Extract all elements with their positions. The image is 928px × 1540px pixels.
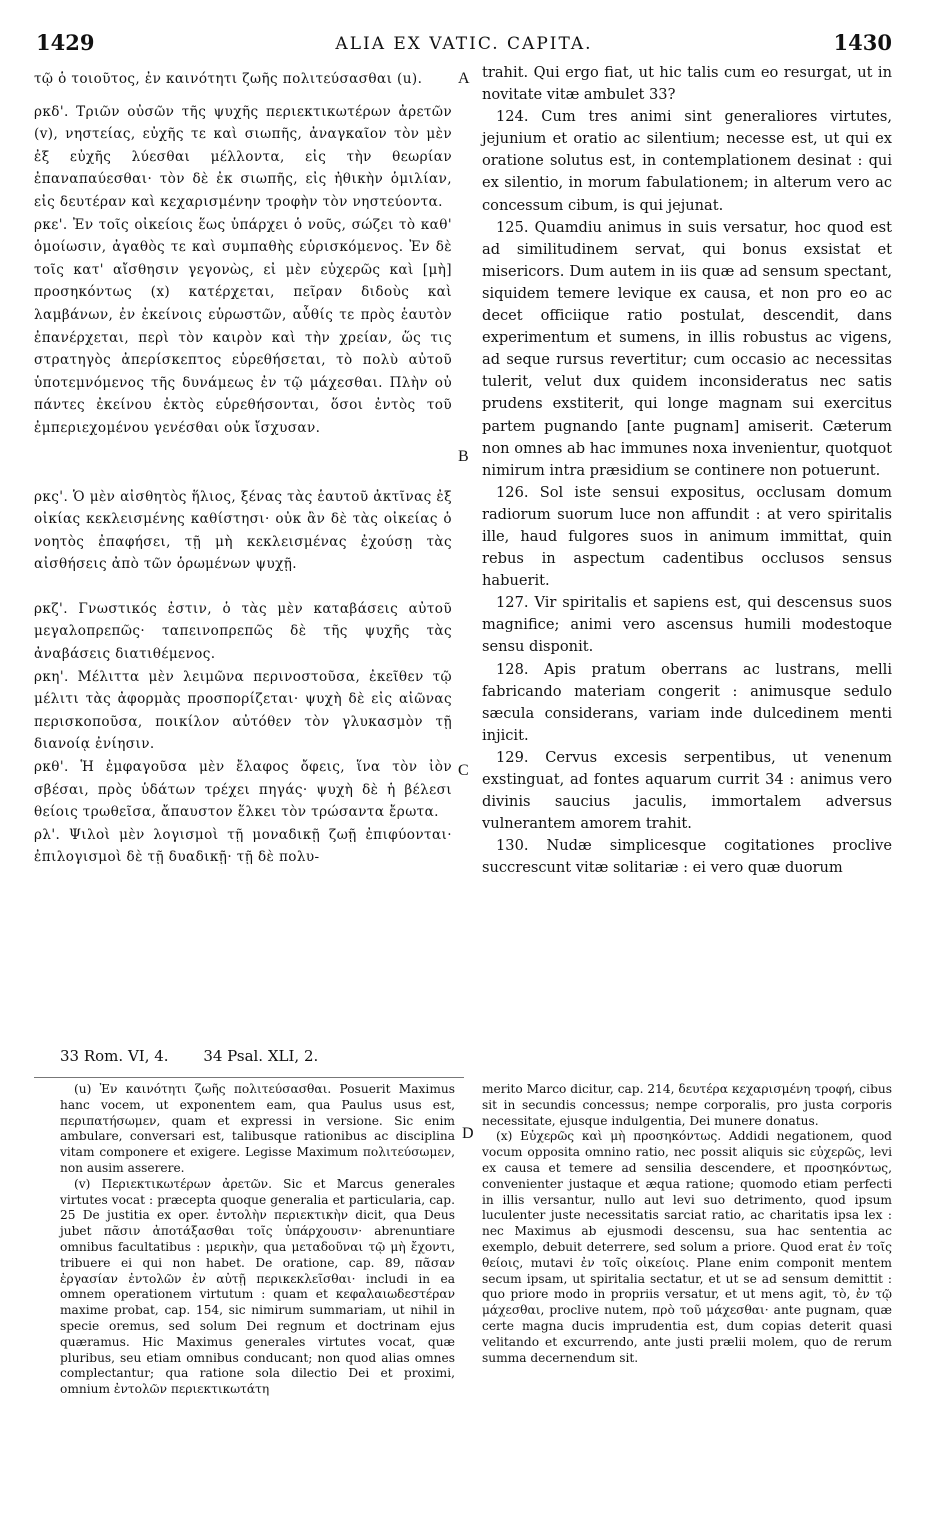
note-paragraph: merito Marco dicitur, cap. 214, δευτέρα κεχαρισμένη τροφή, cibus sit in secundis concessus; nempe corporalis, pro justa corporis necessitate, ejusque indulgentia, Dei munere donatus.	[482, 1082, 892, 1128]
latin-column	[482, 62, 892, 879]
divider-rule	[34, 1077, 464, 1078]
greek-paragraph: ρκθ'. Ἡ ἐμφαγοῦσα μὲν ἔλαφος ὄφεις, ἵνα τὸν ἰὸν σβέσαι, πρὸς ὑδάτων τρέχει πηγάς· ψυχὴ δὲ ἡ βέλεσι θείοις τρωθεῖσα, ἄπαυστον ἕλκει τὸν τρώσαντα ἔρωτα.	[34, 759, 452, 821]
latin-paragraph: 125. Quamdiu animus in suis versatur, hoc quod est ad similitudinem servat, qui bonus exsistat et misericors. Dum autem in iis quæ ad sensum spectant, siquidem temere levique ex causa, et non pro eo ac decet officiique ratio postulat, descendit, dans experimentum et sumens, in illis robustus ac vigens, ad seque rursus revertitur; cum occasio ac necessitas tulerit, velut dux quidem inconsideratus nec satis prudens exstiterit, qui longe magnam sui exercitus partem pugnando [ante pugnam] amiserit. Cæterum non omnes ab hac immunes noxa invenientur, quotquot nimirum intra præsidium se continere non potuerunt.	[482, 218, 893, 479]
greek-paragraph: ρκδ'. Τριῶν οὐσῶν τῆς ψυχῆς περιεκτικωτέρων ἀρετῶν (v), νηστείας, εὐχῆς τε καὶ σιωπῆς, ἀναγκαῖον τὸν μὲν ἐξ εὐχῆς λύεσθαι μέλλοντα, εἰς τὴν θεωρίαν ἐπαναπαύεσθαι· τὸν δὲ ἐκ σιωπῆς, εἰς ἠθικὴν ὁμιλίαν, εἰς δευτέραν καὶ κεχαρισμένην τροφὴν τὸν νηστεύοντα.	[34, 103, 452, 210]
greek-paragraph: ρκη'. Μέλιττα μὲν λειμῶνα περινοστοῦσα, ἐκεῖθεν τῷ μέλιτι τὰς ἀφορμὰς προσπορίζεται· ψυχὴ δὲ εἰς αἰῶνας περισκοποῦσα, ποικίλον αὐτόθεν τὸν γλυκασμὸν τῇ διανοίᾳ ἐνίησιν.	[34, 668, 452, 753]
footnote: 34 Psal. XLI, 2.	[203, 1047, 319, 1065]
latin-paragraph: 124. Cum tres animi sint generaliores virtutes, jejunium et oratio ac silentium; necesse est, ut qui ex oratione solutus est, in contemplationem desinat : qui ex silentio, in morum fabulationem; in alterum vero ac concessum cibum, is qui jejunat.	[482, 108, 892, 214]
scripture-footnotes	[60, 1047, 348, 1065]
latin-paragraph: 128. Apis pratum oberrans ac lustrans, melli fabricando materiam congerit : animusque sedulo sæcula considerans, variam inde dulcedinem menti injicit.	[482, 660, 892, 744]
greek-column	[34, 68, 452, 869]
latin-paragraph: 130. Nudæ simplicesque cogitationes proclive succrescunt vitæ solitariæ : ei vero quæ duorum	[482, 837, 892, 877]
latin-paragraph: 127. Vir spiritalis et sapiens est, qui descensus suos magnifice; animi vero ascensus humili modestoque sensu disponit.	[482, 594, 892, 656]
margin-mark-a: A	[458, 70, 470, 87]
latin-paragraph: 126. Sol iste sensui expositus, occlusam domum radiorum suorum luce non affundit : at vero spiritalis ille, haud fulgores suos in animum immittat, quin rebus in aspectum cadentibus occlusos sensus habuerit.	[482, 483, 892, 590]
greek-paragraph: ρκζ'. Γνωστικός ἐστιν, ὁ τὰς μὲν καταβάσεις αὐτοῦ μεγαλοπρεπῶς· ταπεινοπρεπῶς δὲ τῆς ψυχῆς τὰς ἀναβάσεις διατιθέμενος.	[34, 600, 452, 663]
greek-paragraph: τῷ ὁ τοιοῦτος, ἐν καινότητι ζωῆς πολιτεύσασθαι (u).	[34, 71, 423, 87]
page-number-right: 1430	[833, 30, 892, 55]
page-number-left: 1429	[36, 30, 95, 55]
note-paragraph: (v) Περιεκτικωτέρων ἀρετῶν. Sic et Marcus generales virtutes vocat : præcepta quoque generalia et particularia, cap. 25 De justitia ex oper. ἐντολὴν περιεκτικὴν dicit, qua Deus jubet πᾶσιν ἀποτάξασθαι τοῖς ὑπάρχουσιν· abrenuntiare omnibus facultatibus : μερικὴν, qua μεταδοῦναι τῷ μὴ ἔχοντι, tribuere ei qui non habet. De oratione, cap. 89, πᾶσαν ἐργασίαν ἐντολῶν ἐν αὐτῇ περικεκλεῖσθαι· includi in ea omnem operationem virtutum : quam et κεφαλαιωδεστέραν maxime probat, cap. 154, sic nimirum summariam, ut nihil in specie oremus, sed solum Dei regnum et doctrinam ejus quæramus. Hic Maximus generales virtutes vocat, quæ pluribus, seu etiam omnibus conducant; non quod alias omnes complectantur; qua ratione sola dilectio Dei et proximi, omnium ἐντολῶν περιεκτικωτάτη	[60, 1176, 455, 1397]
page-header	[36, 30, 892, 60]
note-paragraph: (u) Ἐν καινότητι ζωῆς πολιτεύσασθαι. Posuerit Maximus hanc vocem, ut exponentem eam, qua Paulus usus est, περιπατήσωμεν, quam et expressi in versione. Sic enim ambulare, conversari est, talibusque rationibus ac disciplina vitam componere et exigere. Legisse Maximum πολιτεύσωμεν, non ausim asserere.	[60, 1082, 455, 1175]
greek-paragraph: ρκε'. Ἐν τοῖς οἰκείοις ἕως ὑπάρχει ὁ νοῦς, σώζει τὸ καθ' ὁμοίωσιν, ἀγαθὸς τε καὶ συμπαθὴς εὑρισκόμενος. Ἐν δὲ τοῖς κατ' αἴσθησιν γεγονὼς, εἰ μὲν εὐχερῶς καὶ [μὴ] προσηκόντως (x) κατέρχεται, πεῖραν διδοὺς καὶ λαμβάνων, ἐν ἐκείνοις εὑρωστῶν, αὖθίς τε πρὸς ἑαυτὸν ἐπανέρχεται, περὶ τὸν καιρὸν καὶ τὴν χρείαν, ὥς τις στρατηγὸς ἀπερίσκεπτος εὑρεθήσεται, τὸ πολὺ αὐτοῦ ὑποτεμνόμενος τῆς δυνάμεως ἐν τῷ μάχεσθαι. Πλὴν οὐ πάντες ἐκείνου ἐκτὸς εὑρεθήσονται, ὅσοι ἐντὸς τοῦ ἐμπεριεχομένου γενέσθαι οὐκ ἴσχυσαν.	[34, 216, 452, 436]
running-title: ALIA EX VATIC. CAPITA.	[335, 34, 593, 54]
greek-paragraph: ρκς'. Ὁ μὲν αἰσθητὸς ἥλιος, ξένας τὰς ἑαυτοῦ ἀκτῖνας ἐξ οἰκίας κεκλεισμένης καθίστησι· οὐκ ἂν δὲ τὰς οἰκείας ὁ νοητὸς ἐπαφήσει, τῇ μὴ κεκλεισμένας ἐχούσῃ τὰς αἰσθήσεις ἀπὸ τῶν ὁρωμένων ψυχῇ.	[34, 488, 452, 573]
greek-paragraph: ρλ'. Ψιλοὶ μὲν λογισμοὶ τῇ μοναδικῇ ζωῇ ἐπιφύονται· ἐπιλογισμοὶ δὲ τῇ δυαδικῇ· τῇ δὲ πολυ-	[34, 826, 452, 866]
note-paragraph: (x) Εὐχερῶς καὶ μὴ προσηκόντως. Addidi negationem, quod vocum opposita omnino ratio, nec possit aliquis sic εὐχερῶς, levi ex causa et temere ad sensilia descendere, et προσηκόντως, convenienter justaque et æqua ratione; quomodo etiam perfecti in illis versantur, nullo aut levi suo detrimento, quod ipsum luculenter juste necessitatis sarciat ratio, ac charitatis ipsa lex : nec Maximus ab ejusmodi descensu, sua hac sententia ac exemplo, debuit deterrere, sed solum a priore. Quod erat ἐν τοῖς θείοις, mutavi ἐν τοῖς οἰκείοις. Plane enim componit mentem secum ipsam, ut spiritalia sectatur, et ut se ad sensum demittit : quo priore modo in propriis versatur, et ut mens agit, τὸ, ἐν τῷ μάχεσθαι, proclive nutem, πρὸ τοῦ μάχεσθαι· ante pugnam, quæ certe magna ducis imprudentia est, dum copias deterit quasi velitando et excurrendo, ante justi prælii molem, quo de rerum summa decernendum sit.	[482, 1129, 892, 1365]
margin-mark-d: D	[462, 1125, 474, 1142]
notes-right-column	[482, 1082, 892, 1366]
latin-paragraph: 129. Cervus excesis serpentibus, ut venenum exstinguat, ad fontes aquarum currit 34 : animus vero divinis saucius jaculis, immortalem adversus vulnerantem amorem trahit.	[482, 748, 892, 833]
margin-mark-c: C	[458, 762, 469, 779]
margin-mark-b: B	[458, 448, 469, 465]
notes-left-column	[60, 1082, 455, 1398]
footnote: 33 Rom. VI, 4.	[60, 1047, 169, 1065]
latin-paragraph: trahit. Qui ergo fiat, ut hic talis cum eo resurgat, ut in novitate vitæ ambulet 33?	[482, 64, 892, 104]
